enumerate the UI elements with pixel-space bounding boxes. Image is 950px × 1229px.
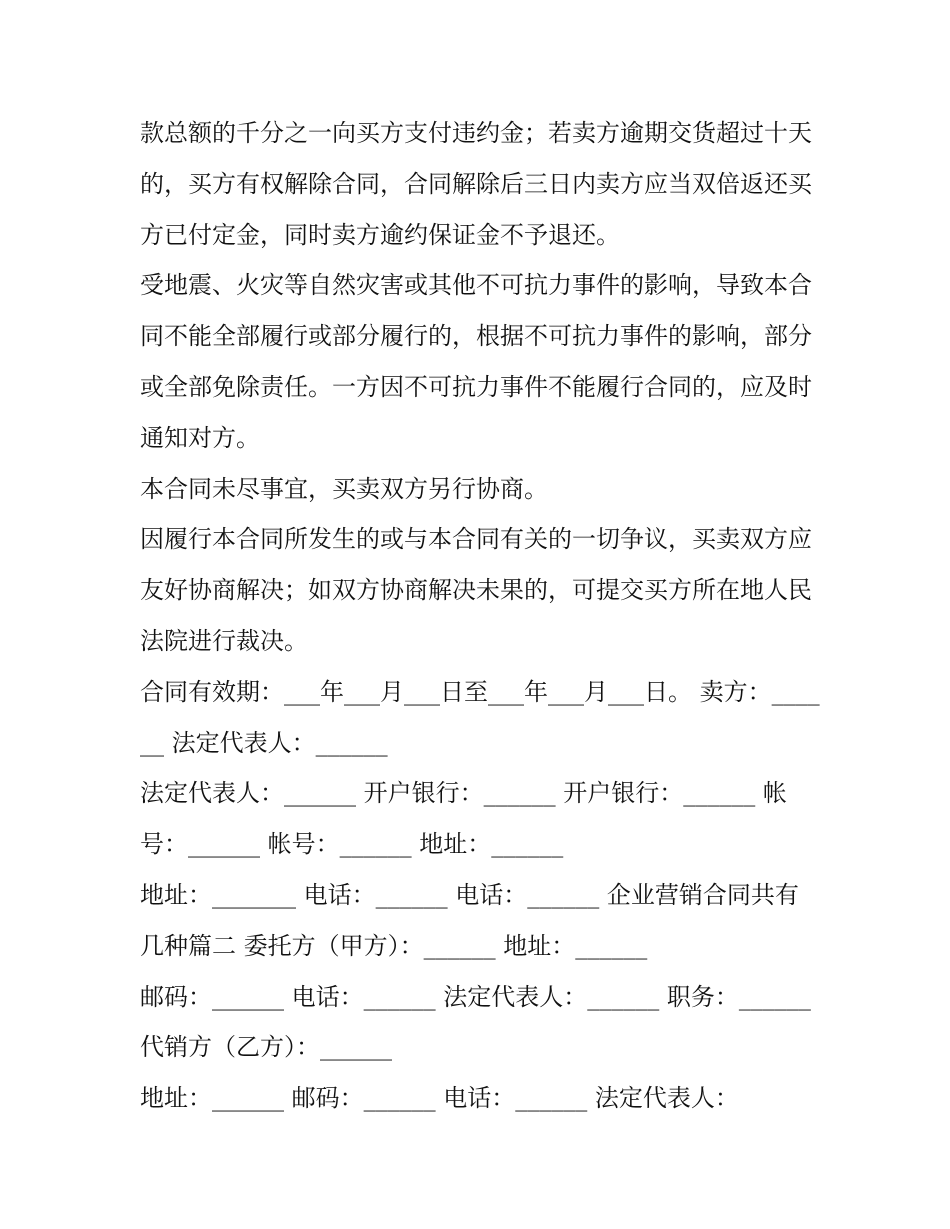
paragraph-agent-info: 地址：______ 邮码：______ 电话：______ 法定代表人： [140,1084,739,1113]
paragraph-force-majeure: 受地震、火灾等自然灾害或其他不可抗力事件的影响，导致本合同不能全部履行或部分履行的，根据不可抗力事件的影响，部分或全部免除责任。一方因不可抗力事件不能履行合同的，应及时通知对方。 [140,271,812,452]
document-body [140,108,820,1124]
paragraph-penalty-clause: 款总额的千分之一向买方支付违约金；若卖方逾期交货超过十天的，买方有权解除合同，合同解除后三日内卖方应当双倍返还买方已付定金，同时卖方逾约保证金不予退还。 [140,119,812,249]
paragraph-unresolved-matters: 本合同未尽事宜，买卖双方另行协商。 [140,474,548,503]
paragraph-dispute-resolution: 因履行本合同所发生的或与本合同有关的一切争议，买卖双方应友好协商解决；如双方协商解决未果的，可提交买方所在地人民法院进行裁决。 [140,525,812,655]
paragraph-validity-period: 合同有效期：___年___月___日至___年___月___日。 卖方：______ 法定代表人：______ [140,677,820,757]
paragraph-contact-and-part-two: 地址：_______ 电话：______ 电话：______ 企业营销合同共有几种篇二 委托方（甲方）：______ 地址：______ [140,880,799,960]
paragraph-principal-info: 邮码：______ 电话：______ 法定代表人：______ 职务：______ 代销方（乙方）：______ [140,982,811,1062]
paragraph-bank-details: 法定代表人：______ 开户银行：______ 开户银行：______ 帐号：______ 帐号：______ 地址：______ [140,779,787,859]
